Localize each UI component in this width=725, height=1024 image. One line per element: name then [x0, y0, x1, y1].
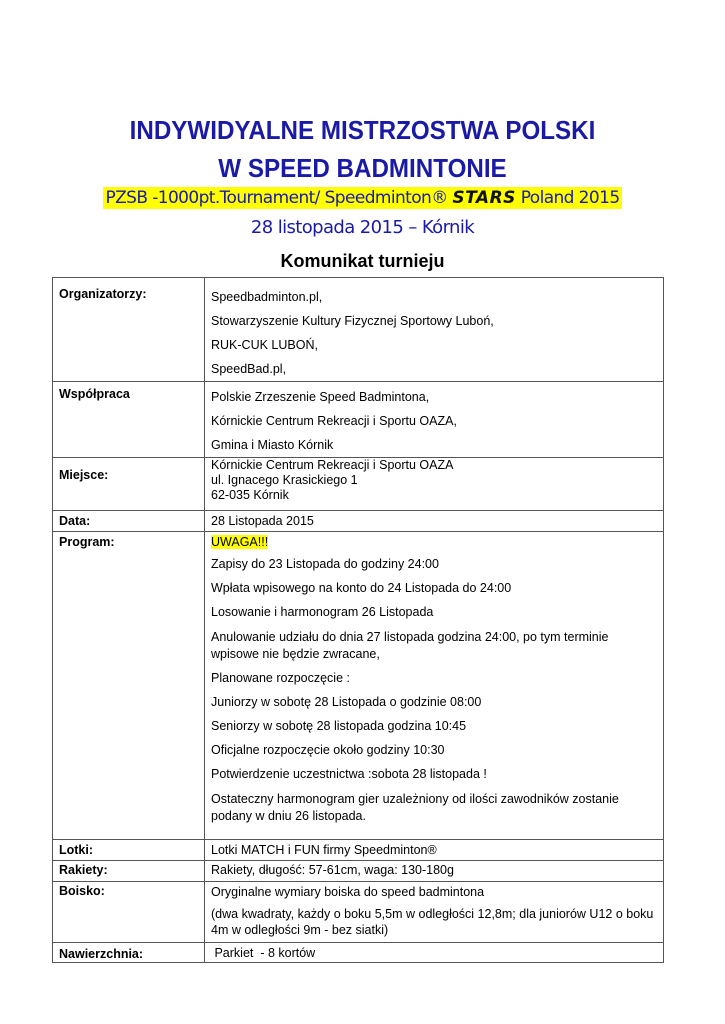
value-line: SpeedBad.pl, — [211, 362, 287, 376]
row-value — [205, 458, 664, 511]
row-lotki — [53, 840, 664, 861]
value-line: Planowane rozpoczęcie : — [211, 671, 350, 685]
value-line: Polskie Zrzeszenie Speed Badmintona, — [211, 390, 430, 404]
row-rakiety — [53, 861, 664, 882]
stars-logo-text: STARS — [452, 188, 516, 208]
row-value — [205, 532, 664, 840]
row-key: Data: — [53, 511, 205, 532]
value-line: Wpłata wpisowego na konto do 24 Listopada do 24:00 — [211, 581, 512, 595]
row-key: Boisko: — [53, 882, 205, 943]
row-key: Nawierzchnia: — [53, 943, 205, 963]
value-line: Oryginalne wymiary boiska do speed badmintona — [211, 885, 485, 899]
value-line: Seniorzy w sobotę 28 listopada godzina 10:45 — [211, 719, 467, 733]
title-line-1: INDYWIDYALNE MISTRZOSTWA POLSKI — [129, 115, 596, 145]
row-value — [205, 382, 664, 458]
row-key: Lotki: — [53, 840, 205, 861]
value-line: Losowanie i harmonogram 26 Listopada — [211, 605, 434, 619]
row-value — [205, 278, 664, 382]
value-line: Kórnickie Centrum Rekreacji i Sportu OAZA, — [211, 414, 457, 428]
subtitle-highlight — [103, 187, 621, 209]
row-value: Rakiety, długość: 57-61cm, waga: 130-180g — [205, 861, 664, 882]
row-organizatorzy — [53, 278, 664, 382]
date-place: 28 listopada 2015 – Kórnik — [250, 217, 475, 238]
row-value: Lotki MATCH i FUN firmy Speedminton® — [205, 840, 664, 861]
title-line-2: W SPEED BADMINTONIE — [218, 153, 507, 183]
row-value: 28 Listopada 2015 — [205, 511, 664, 532]
row-boisko — [53, 882, 664, 943]
row-program — [53, 532, 664, 840]
value-line: Stowarzyszenie Kultury Fizycznej Sportowy Luboń, — [211, 314, 494, 328]
value-line: Gmina i Miasto Kórnik — [211, 438, 334, 452]
value-line: Anulowanie udziału do dnia 27 listopada godzina 24:00, po tym terminie wpisowe nie będzie zwracane, — [211, 630, 609, 661]
row-key: Rakiety: — [53, 861, 205, 882]
row-miejsce — [53, 458, 664, 511]
value-line: 62-035 Kórnik — [211, 488, 289, 502]
value-line: RUK-CUK LUBOŃ, — [211, 338, 318, 352]
value-line: ul. Ignacego Krasickiego 1 — [211, 473, 358, 487]
row-data — [53, 511, 664, 532]
row-value: Parkiet - 8 kortów — [205, 943, 664, 963]
value-line: Kórnickie Centrum Rekreacji i Sportu OAZA — [211, 458, 454, 472]
info-table — [52, 277, 664, 963]
row-key: Organizatorzy: — [53, 278, 205, 382]
warning-highlight: UWAGA!!! — [211, 535, 269, 549]
tournament-subtitle — [0, 186, 725, 210]
value-line: Oficjalne rozpoczęcie około godziny 10:30 — [211, 743, 445, 757]
row-key: Program: — [53, 532, 205, 840]
row-nawierzchnia — [53, 943, 664, 963]
value-line: Potwierdzenie uczestnictwa :sobota 28 listopada ! — [211, 767, 487, 781]
value-line: Zapisy do 23 Listopada do godziny 24:00 — [211, 557, 439, 571]
value-line: Juniorzy w sobotę 28 Listopada o godzinie 08:00 — [211, 695, 482, 709]
row-key: Miejsce: — [53, 458, 205, 511]
subtitle-pre: PZSB -1000pt.Tournament/ Speedminton® — [105, 188, 453, 208]
row-value — [205, 882, 664, 943]
document-heading: Komunikat turnieju — [280, 251, 445, 271]
value-line: Ostateczny harmonogram gier uzależniony od ilości zawodników zostanie podany w dniu 26 listopada. — [211, 792, 619, 823]
row-key: Współpraca — [53, 382, 205, 458]
value-line: (dwa kwadraty, każdy o boku 5,5m w odległości 12,8m; dla juniorów U12 o boku 4m w odległości 9m - bez siatki) — [211, 907, 654, 937]
subtitle-post: Poland 2015 — [515, 188, 620, 208]
value-line: Speedbadminton.pl, — [211, 290, 323, 304]
row-wspolpraca — [53, 382, 664, 458]
